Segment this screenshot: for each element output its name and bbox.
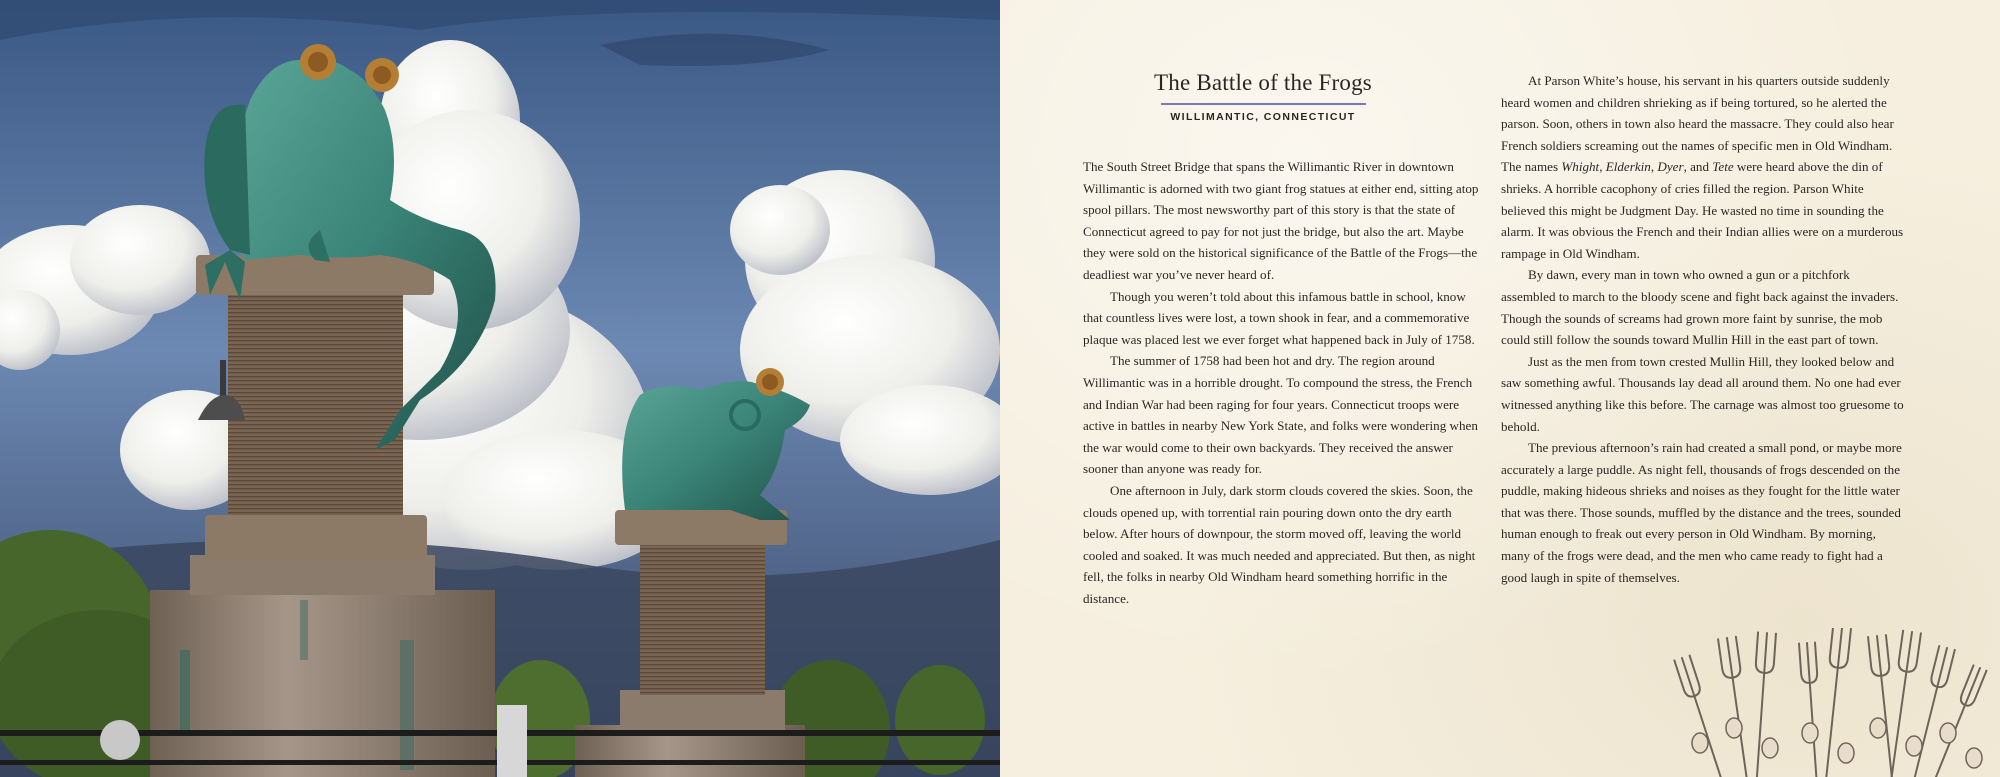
pitchfork-mob-illustration — [1662, 628, 2000, 777]
name-whight: Whight — [1561, 159, 1600, 175]
article-title: The Battle of the Frogs — [1154, 70, 1372, 95]
title-divider — [1161, 103, 1366, 105]
paragraph: Just as the men from town crested Mullin Hill, they looked below and saw something awful. Thousands lay dead all around them. No one had ever witnessed anything like this before. The carnage was almost too gruesome to behold. — [1501, 353, 1904, 434]
paragraph: By dawn, every man in town who owned a gun or a pitchfork assembled to march to the bloody scene and fight back against the invaders. Though the sounds of screams had grown more faint by sunrise, the mob could still follow the sounds toward Mullin Hill in the east part of town. — [1501, 267, 1899, 348]
column-right — [1501, 70, 1906, 588]
paragraph: At Parson White’s house, his servant in his quarters outside suddenly heard women and children shrieking as if being tortured, so he alerted the parson. Soon, others in town also heard the massacre. They could also hear French soldiers screaming out the names of specific men in Old Windham. The names Whight, Elderkin, Dyer, and Tete were heard above the din of shrieks. A horrible cacophony of cries filled the region. Parson White believed this might be Judgment Day. He wasted no time in sounding the alarm. It was obvious the French and their Indian allies were on a murderous rampage in Old Windham. — [1501, 73, 1904, 261]
column-left — [1083, 156, 1483, 609]
article-subtitle: WILLIMANTIC, CONNECTICUT — [1170, 111, 1356, 123]
paragraph: Though you weren’t told about this infamous battle in school, know that countless lives were lost, a town shook in fear, and a commemorative plaque was placed lest we ever forget what happened back in July of 1758. — [1083, 288, 1475, 347]
name-dyer: Dyer — [1657, 159, 1684, 175]
name-elderkin: Elderkin — [1605, 159, 1651, 175]
name-tete: Tete — [1712, 159, 1734, 175]
paragraph: One afternoon in July, dark storm clouds covered the skies. Soon, the clouds opened up, with torrential rain pouring down onto the dry earth below. After hours of downpour, the storm moved off, leaving the world cooled and soaked. It was much needed and appreciated. But then, as night fell, the folks in nearby Old Windham heard something horrific in the distance. — [1083, 482, 1476, 606]
text-page — [1000, 0, 2000, 777]
paragraph: The previous afternoon’s rain had created a small pond, or maybe more accurately a large puddle. As night fell, thousands of frogs descended on the puddle, making hideous shrieks and noises as they fought for the little water that was there. Those sounds, muffled by the distance and the trees, sounded human enough to freak out every person in Old Windham. By morning, many of the frogs were dead, and the men who came ready to fight had a good laugh in spite of themselves. — [1501, 440, 1902, 585]
paragraph: The South Street Bridge that spans the Willimantic River in downtown Willimantic is adorned with two giant frog statues at either end, sitting atop spool pillars. The most newsworthy part of this story is that the state of Connecticut agreed to pay for not just the bridge, but also the art. Maybe they were sold on the historical significance of the Battle of the Frogs—the deadliest war you’ve never heard of. — [1083, 159, 1479, 282]
paragraph-text: At Parson White’s house, his servant in his quarters outside suddenly heard women and children shrieking as if being tortured, so he alerted the parson. Soon, others in town also heard the massacre. They could also hear French soldiers screaming out the names of specific men in Old Windham. The names — [1501, 73, 1894, 175]
article-header — [1083, 70, 1443, 123]
paragraph: The summer of 1758 had been hot and dry. The region around Willimantic was in a horrible drought. To compound the stress, the French and Indian War had been raging for four years. Connecticut troops were active in battles in nearby New York State, and folks were wondering when the war would come to their own backyards. They received the answer sooner than anyone was ready for. — [1083, 353, 1478, 477]
paragraph-text: were heard above the din of shrieks. A horrible cacophony of cries filled the region. Parson White believed this might be Judgment Day. He wasted no time in sounding the alarm. It was obvious the French and their Indian allies were on a murderous rampage in Old Windham. — [1501, 159, 1904, 261]
